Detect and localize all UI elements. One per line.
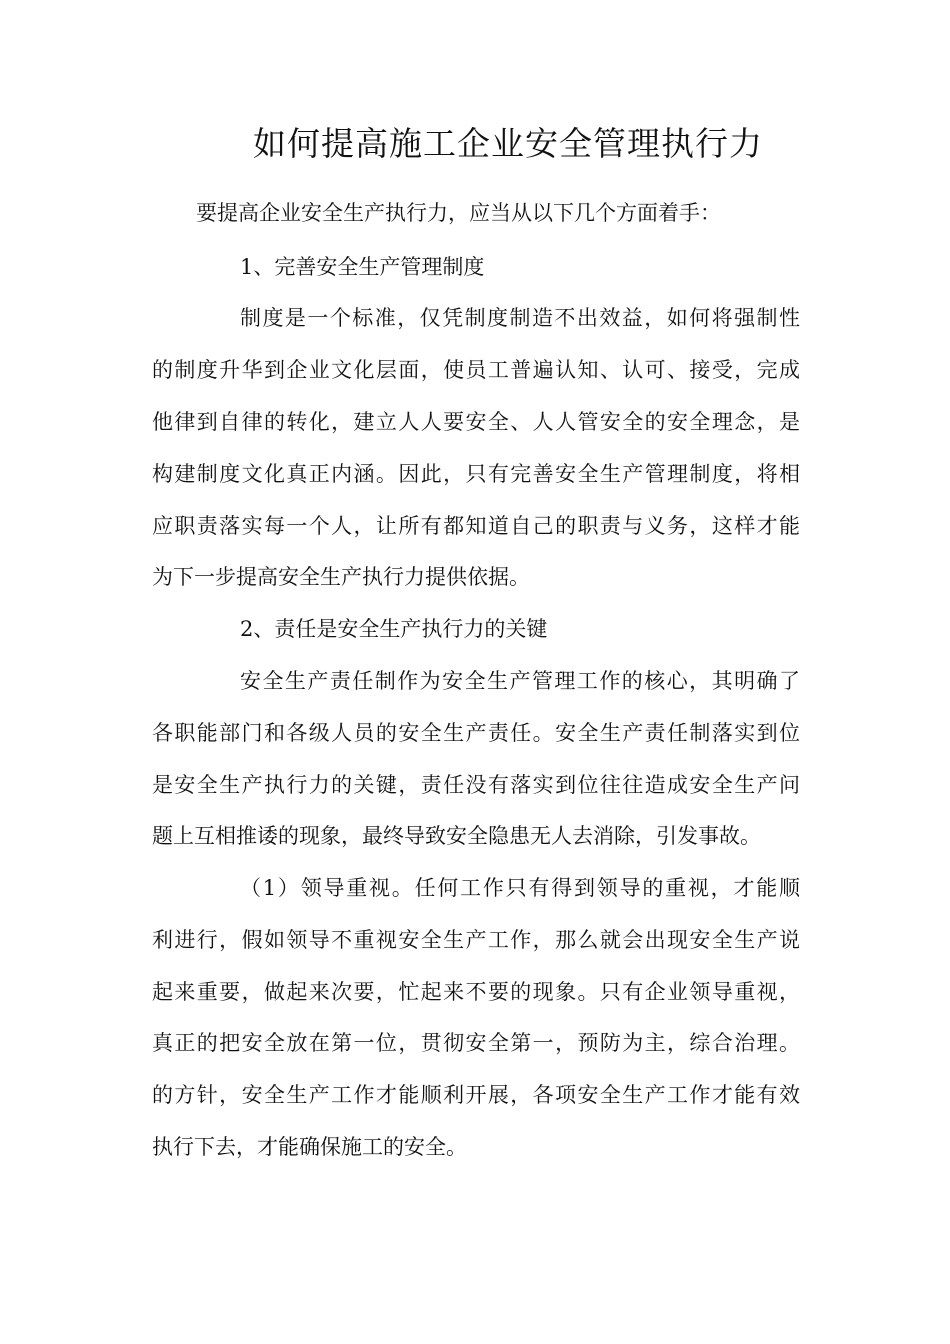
paragraph-line: 各职能部门和各级人员的安全生产责任。安全生产责任制落实到位 (152, 721, 800, 745)
paragraph-line: 是安全生产执行力的关键，责任没有落实到位往往造成安全生产问 (152, 773, 800, 797)
paragraph-line: 他律到自律的转化，建立人人要安全、人人管安全的安全理念，是 (152, 410, 800, 434)
paragraph-line: 题上互相推诿的现象，最终导致安全隐患无人去消除，引发事故。 (152, 824, 761, 848)
paragraph-line: 的制度升华到企业文化层面，使员工普遍认知、认可、接受，完成 (152, 358, 800, 382)
paragraph-line: 执行下去，才能确保施工的安全。 (152, 1135, 467, 1159)
intro-line: 要提高企业安全生产执行力，应当从以下几个方面着手： (196, 201, 721, 225)
paragraph-line: 真正的把安全放在第一位，贯彻安全第一，预防为主，综合治理。 (152, 1031, 800, 1055)
paragraph-line: 起来重要，做起来次要，忙起来不要的现象。只有企业领导重视， (152, 980, 800, 1004)
paragraph-line: 利进行，假如领导不重视安全生产工作，那么就会出现安全生产说 (152, 928, 800, 952)
paragraph-line: 制度是一个标准，仅凭制度制造不出效益，如何将强制性 (240, 306, 800, 330)
paragraph-line: （1）领导重视。任何工作只有得到领导的重视，才能顺 (240, 876, 800, 900)
section-heading-2: 2、责任是安全生产执行力的关键 (240, 617, 548, 641)
paragraph-line: 应职责落实每一个人，让所有都知道自己的职责与义务，这样才能 (152, 514, 800, 538)
section-heading-1: 1、完善安全生产管理制度 (240, 255, 485, 279)
paragraph-line: 构建制度文化真正内涵。因此，只有完善安全生产管理制度，将相 (152, 462, 800, 486)
paragraph-line: 的方针，安全生产工作才能顺利开展，各项安全生产工作才能有效 (152, 1083, 800, 1107)
document-title: 如何提高施工企业安全管理执行力 (253, 124, 763, 163)
paragraph-line: 安全生产责任制作为安全生产管理工作的核心，其明确了 (240, 669, 800, 693)
paragraph-line: 为下一步提高安全生产执行力提供依据。 (152, 565, 530, 589)
